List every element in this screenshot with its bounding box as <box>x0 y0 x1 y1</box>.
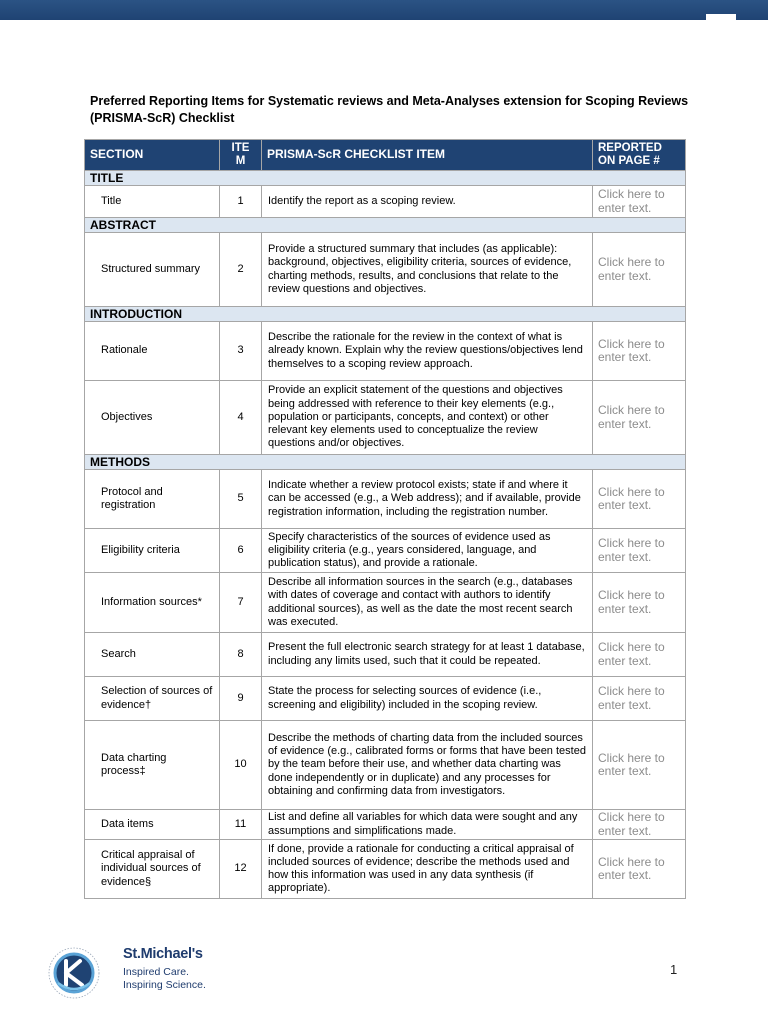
document-title: Preferred Reporting Items for Systematic reviews and Meta-Analyses extension for Scoping Reviews (PRISMA-ScR) Checklist <box>90 94 689 125</box>
row-item-number: 6 <box>220 529 262 573</box>
table-row <box>85 233 686 307</box>
section-row-abstract <box>85 218 686 233</box>
banner-tab <box>706 14 736 20</box>
reported-page-field[interactable]: Click here to enter text. <box>593 677 686 721</box>
header-reported-line1: REPORTED <box>598 142 662 154</box>
reported-page-field[interactable]: Click here to enter text. <box>593 470 686 529</box>
row-section-name: Information sources* <box>85 573 220 633</box>
row-checklist-text: Describe the methods of charting data from the included sources of evidence (e.g., calibrated forms or forms that have been tested by the team before their use, and whether data charting was done independently or in duplicate) and any processes for obtaining and confirming data from investigators. <box>262 721 593 810</box>
reported-page-field[interactable]: Click here to enter text. <box>593 840 686 899</box>
row-section-name: Structured summary <box>85 233 220 307</box>
row-section-name: Title <box>85 186 220 218</box>
row-checklist-text: Provide an explicit statement of the questions and objectives being addressed with reference to their key elements (e.g., population or participants, concepts, and context) or other relevant key elements used to conceptualize the review questions and/or objectives. <box>262 381 593 455</box>
row-checklist-text: Identify the report as a scoping review. <box>262 186 593 218</box>
reported-page-field[interactable]: Click here to enter text. <box>593 810 686 840</box>
row-item-number: 5 <box>220 470 262 529</box>
reported-page-field[interactable]: Click here to enter text. <box>593 573 686 633</box>
table-row <box>85 381 686 455</box>
table-row <box>85 186 686 218</box>
header-reported <box>593 140 686 171</box>
reported-page-field[interactable]: Click here to enter text. <box>593 529 686 573</box>
table-row <box>85 721 686 810</box>
row-section-name: Protocol and registration <box>85 470 220 529</box>
section-label: TITLE <box>85 171 686 186</box>
top-banner <box>0 0 768 20</box>
row-section-name: Data charting process‡ <box>85 721 220 810</box>
row-section-name: Search <box>85 633 220 677</box>
table-row <box>85 529 686 573</box>
row-item-number: 12 <box>220 840 262 899</box>
row-checklist-text: Provide a structured summary that includes (as applicable): background, objectives, eligibility criteria, sources of evidence, charting methods, results, and conclusions that relate to the review questions and objectives. <box>262 233 593 307</box>
row-checklist-text: Describe the rationale for the review in the context of what is already known. Explain why the review questions/objectives lend themselves to a scoping review approach. <box>262 322 593 381</box>
row-item-number: 3 <box>220 322 262 381</box>
row-checklist-text: State the process for selecting sources of evidence (i.e., screening and eligibility) included in the scoping review. <box>262 677 593 721</box>
section-row-methods <box>85 455 686 470</box>
row-checklist-text: Specify characteristics of the sources of evidence used as eligibility criteria (e.g., years considered, language, and publication status), and provide a rationale. <box>262 529 593 573</box>
header-checklist: PRISMA-ScR CHECKLIST ITEM <box>262 140 593 171</box>
row-section-name: Objectives <box>85 381 220 455</box>
row-item-number: 11 <box>220 810 262 840</box>
row-item-number: 2 <box>220 233 262 307</box>
row-item-number: 4 <box>220 381 262 455</box>
reported-page-field[interactable]: Click here to enter text. <box>593 633 686 677</box>
reported-page-field[interactable]: Click here to enter text. <box>593 322 686 381</box>
section-label: ABSTRACT <box>85 218 686 233</box>
row-checklist-text: If done, provide a rationale for conducting a critical appraisal of included sources of evidence; describe the methods used and how this information was used in any data synthesis (if appropriate). <box>262 840 593 899</box>
row-item-number: 10 <box>220 721 262 810</box>
row-item-number: 8 <box>220 633 262 677</box>
header-reported-line2: ON PAGE # <box>598 155 660 167</box>
page-number: 1 <box>670 962 678 977</box>
brand-tagline-1: Inspired Care. <box>123 966 189 978</box>
row-section-name: Selection of sources of evidence† <box>85 677 220 721</box>
section-row-title <box>85 171 686 186</box>
row-checklist-text: List and define all variables for which data were sought and any assumptions and simplifications made. <box>262 810 593 840</box>
table-row <box>85 322 686 381</box>
header-item <box>220 140 262 171</box>
checklist-table <box>84 139 686 899</box>
brand-name: St.Michael's <box>123 946 203 962</box>
table-header-row <box>85 140 686 171</box>
row-checklist-text: Describe all information sources in the search (e.g., databases with dates of coverage and contact with authors to identify additional sources), as well as the date the most recent search was executed. <box>262 573 593 633</box>
header-section: SECTION <box>85 140 220 171</box>
section-label: INTRODUCTION <box>85 307 686 322</box>
table-row <box>85 840 686 899</box>
row-item-number: 7 <box>220 573 262 633</box>
row-section-name: Critical appraisal of individual sources of evidence§ <box>85 840 220 899</box>
row-section-name: Eligibility criteria <box>85 529 220 573</box>
row-section-name: Rationale <box>85 322 220 381</box>
table-row <box>85 470 686 529</box>
table-row <box>85 633 686 677</box>
table-row <box>85 810 686 840</box>
brand-tagline-2: Inspiring Science. <box>123 979 206 991</box>
header-item-line2: M <box>235 155 246 167</box>
section-label: METHODS <box>85 455 686 470</box>
reported-page-field[interactable]: Click here to enter text. <box>593 721 686 810</box>
header-item-line1: ITE <box>231 142 250 154</box>
row-item-number: 1 <box>220 186 262 218</box>
row-item-number: 9 <box>220 677 262 721</box>
section-row-introduction <box>85 307 686 322</box>
table-row <box>85 573 686 633</box>
reported-page-field[interactable]: Click here to enter text. <box>593 233 686 307</box>
row-checklist-text: Present the full electronic search strategy for at least 1 database, including any limits used, such that it could be repeated. <box>262 633 593 677</box>
table-row <box>85 677 686 721</box>
row-checklist-text: Indicate whether a review protocol exists; state if and where it can be accessed (e.g., a Web address); and if available, provide registration information, including the registration number. <box>262 470 593 529</box>
row-section-name: Data items <box>85 810 220 840</box>
reported-page-field[interactable]: Click here to enter text. <box>593 186 686 218</box>
reported-page-field[interactable]: Click here to enter text. <box>593 381 686 455</box>
